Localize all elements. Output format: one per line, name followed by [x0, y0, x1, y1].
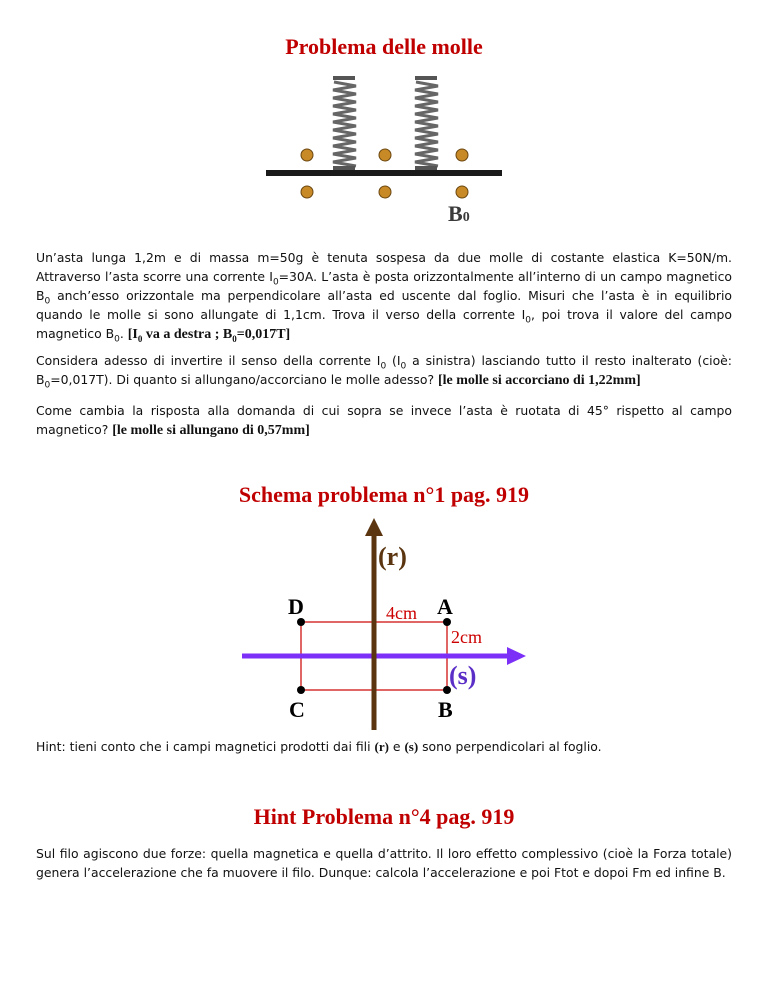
point-d — [297, 618, 305, 626]
answer-3: [le molle si allungano di 0,57mm] — [112, 423, 310, 438]
answer-2: [le molle si accorciano di 1,22mm] — [437, 373, 641, 388]
section-title-molle: Problema delle molle — [285, 34, 483, 59]
field-label-b0: B0 — [448, 201, 470, 226]
section-title-schema: Schema problema n°1 pag. 919 — [238, 482, 530, 507]
label-4cm: 4cm — [386, 603, 417, 623]
label-d: D — [288, 594, 304, 619]
label-2cm: 2cm — [451, 627, 482, 647]
label-a: A — [437, 594, 453, 619]
answer-1: [$I_0$ va a destra ; $B_0=0,017T$] — [127, 327, 291, 344]
label-r: (r) — [378, 542, 407, 571]
paragraph-problem: Un’asta lunga 1,2m e di massa m=50g è tenuta sospesa da due molle di costante elastica K=50N/m. Attraverso l’asta scorre una corrente $I_0=30A$. L’asta è posta orizzontalmente all’interno di un campo magnetico $B_0$ anch’esso orizzontale ma perpendicolare all’asta ed uscente dal foglio. Misuri che l’asta è in equilibrio quando le molle si sono allungate di 1,1cm. Trova il verso della corrente $I_0$, poi trova il valore del campo magnetico $B_0$. [$I_0$ va a destra ; $B_0=0,017T$] — [36, 250, 732, 345]
point-c — [297, 686, 305, 694]
label-b: B — [438, 697, 453, 722]
paragraph-hint-4: Sul filo agiscono due forze: quella magnetica e quella d’attrito. Il loro effetto complessivo (cioè la Forza totale) genera l’accelerazione che fa muovere il filo. Dunque: calcola l’accelerazione e poi Ftot e dopoi Fm ed infine B. — [36, 846, 732, 880]
wire-r-arrow-icon — [365, 518, 383, 536]
paragraph-invert: Considera adesso di invertire il senso della corrente $I_0$ ($I_0$ a sinistra) lasciando tutto il resto inalterato (cioè: $B_0=0,017T$). Di quanto si allungano/accorciano le molle adesso? [le molle si accorciano di 1,22mm] — [36, 353, 732, 391]
paragraph-rotate: Come cambia la risposta alla domanda di cui sopra se invece l’asta è ruotata di 45° rispetto al campo magnetico? [le molle si allungano di 0,57mm] — [36, 403, 732, 438]
section-title-hint: Hint Problema n°4 pag. 919 — [253, 804, 515, 829]
label-c: C — [289, 697, 305, 722]
wire-s-arrow-icon — [507, 647, 526, 665]
paragraph-hint-1: Hint: tieni conto che i campi magnetici prodotti dai fili (r) e (s) sono perpendicolari al foglio. — [36, 739, 602, 754]
label-s: (s) — [449, 661, 477, 690]
point-a — [443, 618, 451, 626]
